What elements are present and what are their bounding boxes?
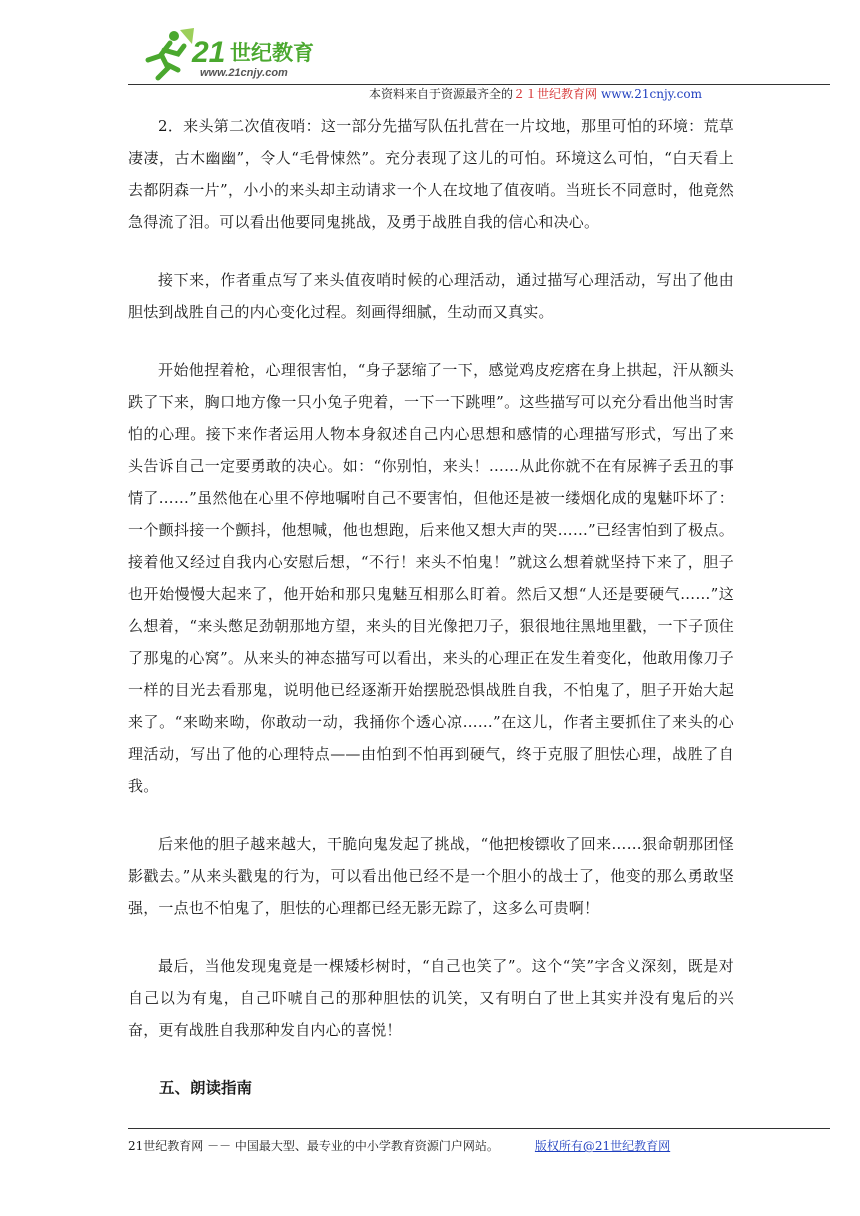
footer-copyright-link[interactable]: 版权所有@21世纪教育网 (534, 1139, 671, 1153)
page-header (128, 20, 830, 101)
section-heading: 五、朗读指南 (159, 1079, 253, 1097)
svg-text:www.21cnjy.com: www.21cnjy.com (200, 67, 288, 79)
document-body (128, 110, 734, 1104)
paragraph-1: 2．来头第二次值夜哨：这一部分先描写队伍扎营在一片坟地，那里可怕的环境：荒草凄凄，古木幽幽”，令人“毛骨悚然”。充分表现了这儿的可怕。环境这么可怕，“白天看上去都阴森一片”，小小的来头却主动请求一个人在坟地了值夜哨。当班长不同意时，他竟然急得流了泪。可以看出他要同鬼挑战，及勇于战胜自我的信心和决心。 (128, 117, 734, 231)
svg-text:21: 21 (192, 36, 226, 69)
page-footer (128, 1128, 830, 1154)
paragraph-3: 开始他捏着枪，心理很害怕，“身子瑟缩了一下，感觉鸡皮疙瘩在身上拱起，汗从额头跌了下来，胸口地方像一只小兔子兜着，一下一下跳哩”。这些描写可以充分看出他当时害怕的心理。接下来作者运用人物本身叙述自己内心思想和感情的心理描写形式，写出了来头告诉自己一定要勇敢的决心。如：“你别怕，来头！……从此你就不在有尿裤子丢丑的事情了……”虽然他在心里不停地嘱咐自己不要害怕，但他还是被一缕烟化成的鬼魅吓坏了：一个颤抖接一个颤抖，他想喊，他也想跑，后来他又想大声的哭……”已经害怕到了极点。接着他又经过自我内心安慰后想，“不行！来头不怕鬼！”就这么想着就坚持下来了，胆子也开始慢慢大起来了，他开始和那只鬼魅互相那么盯着。然后又想“人还是要硬气……”这么想着，“来头憋足劲朝那地方望，来头的目光像把刀子，狠很地往黑地里戳，一下子顶住了那鬼的心窝”。从来头的神态描写可以看出，来头的心理正在发生着变化，他敢用像刀子一样的目光去看那鬼，说明他已经逐渐开始摆脱恐惧战胜自我，不怕鬼了，胆子开始大起来了。“来呦来呦，你敢动一动，我捅你个透心凉……”在这儿，作者主要抓住了来头的心理活动，写出了他的心理特点——由怕到不怕再到硬气，终于克服了胆怯心理，战胜了自我。 (128, 361, 734, 795)
header-url-link[interactable]: www.21cnjy.com (601, 87, 702, 101)
header-site-link[interactable]: ２１世纪教育网 (513, 87, 598, 101)
header-source-note (369, 85, 702, 102)
paragraph-4: 后来他的胆子越来越大，干脆向鬼发起了挑战，“他把梭镖收了回来……狠命朝那团怪影戳去。”从来头戳鬼的行为，可以看出他已经不是一个胆小的战士了，他变的那么勇敢坚强，一点也不怕鬼了，胆怯的心理都已经无影无踪了，这多么可贵啊！ (128, 835, 734, 917)
paragraph-2: 接下来，作者重点写了来头值夜哨时候的心理活动，通过描写心理活动，写出了他由胆怯到战胜自己的内心变化过程。刻画得细腻，生动而又真实。 (128, 271, 734, 321)
paragraph-5: 最后，当他发现鬼竟是一棵矮杉树时，“自己也笑了”。这个“笑”字含义深刻，既是对自己以为有鬼，自己吓唬自己的那种胆怯的讥笑，又有明白了世上其实并没有鬼后的兴奋，更有战胜自我那种发自内心的喜悦！ (128, 957, 734, 1039)
site-logo (134, 26, 344, 82)
footer-site-description: 21世纪教育网 －－ 中国最大型、最专业的中小学教育资源门户网站。 (128, 1139, 499, 1153)
svg-text:世纪教育: 世纪教育 (230, 41, 314, 65)
header-note-prefix: 本资料来自于资源最齐全的 (369, 87, 514, 101)
